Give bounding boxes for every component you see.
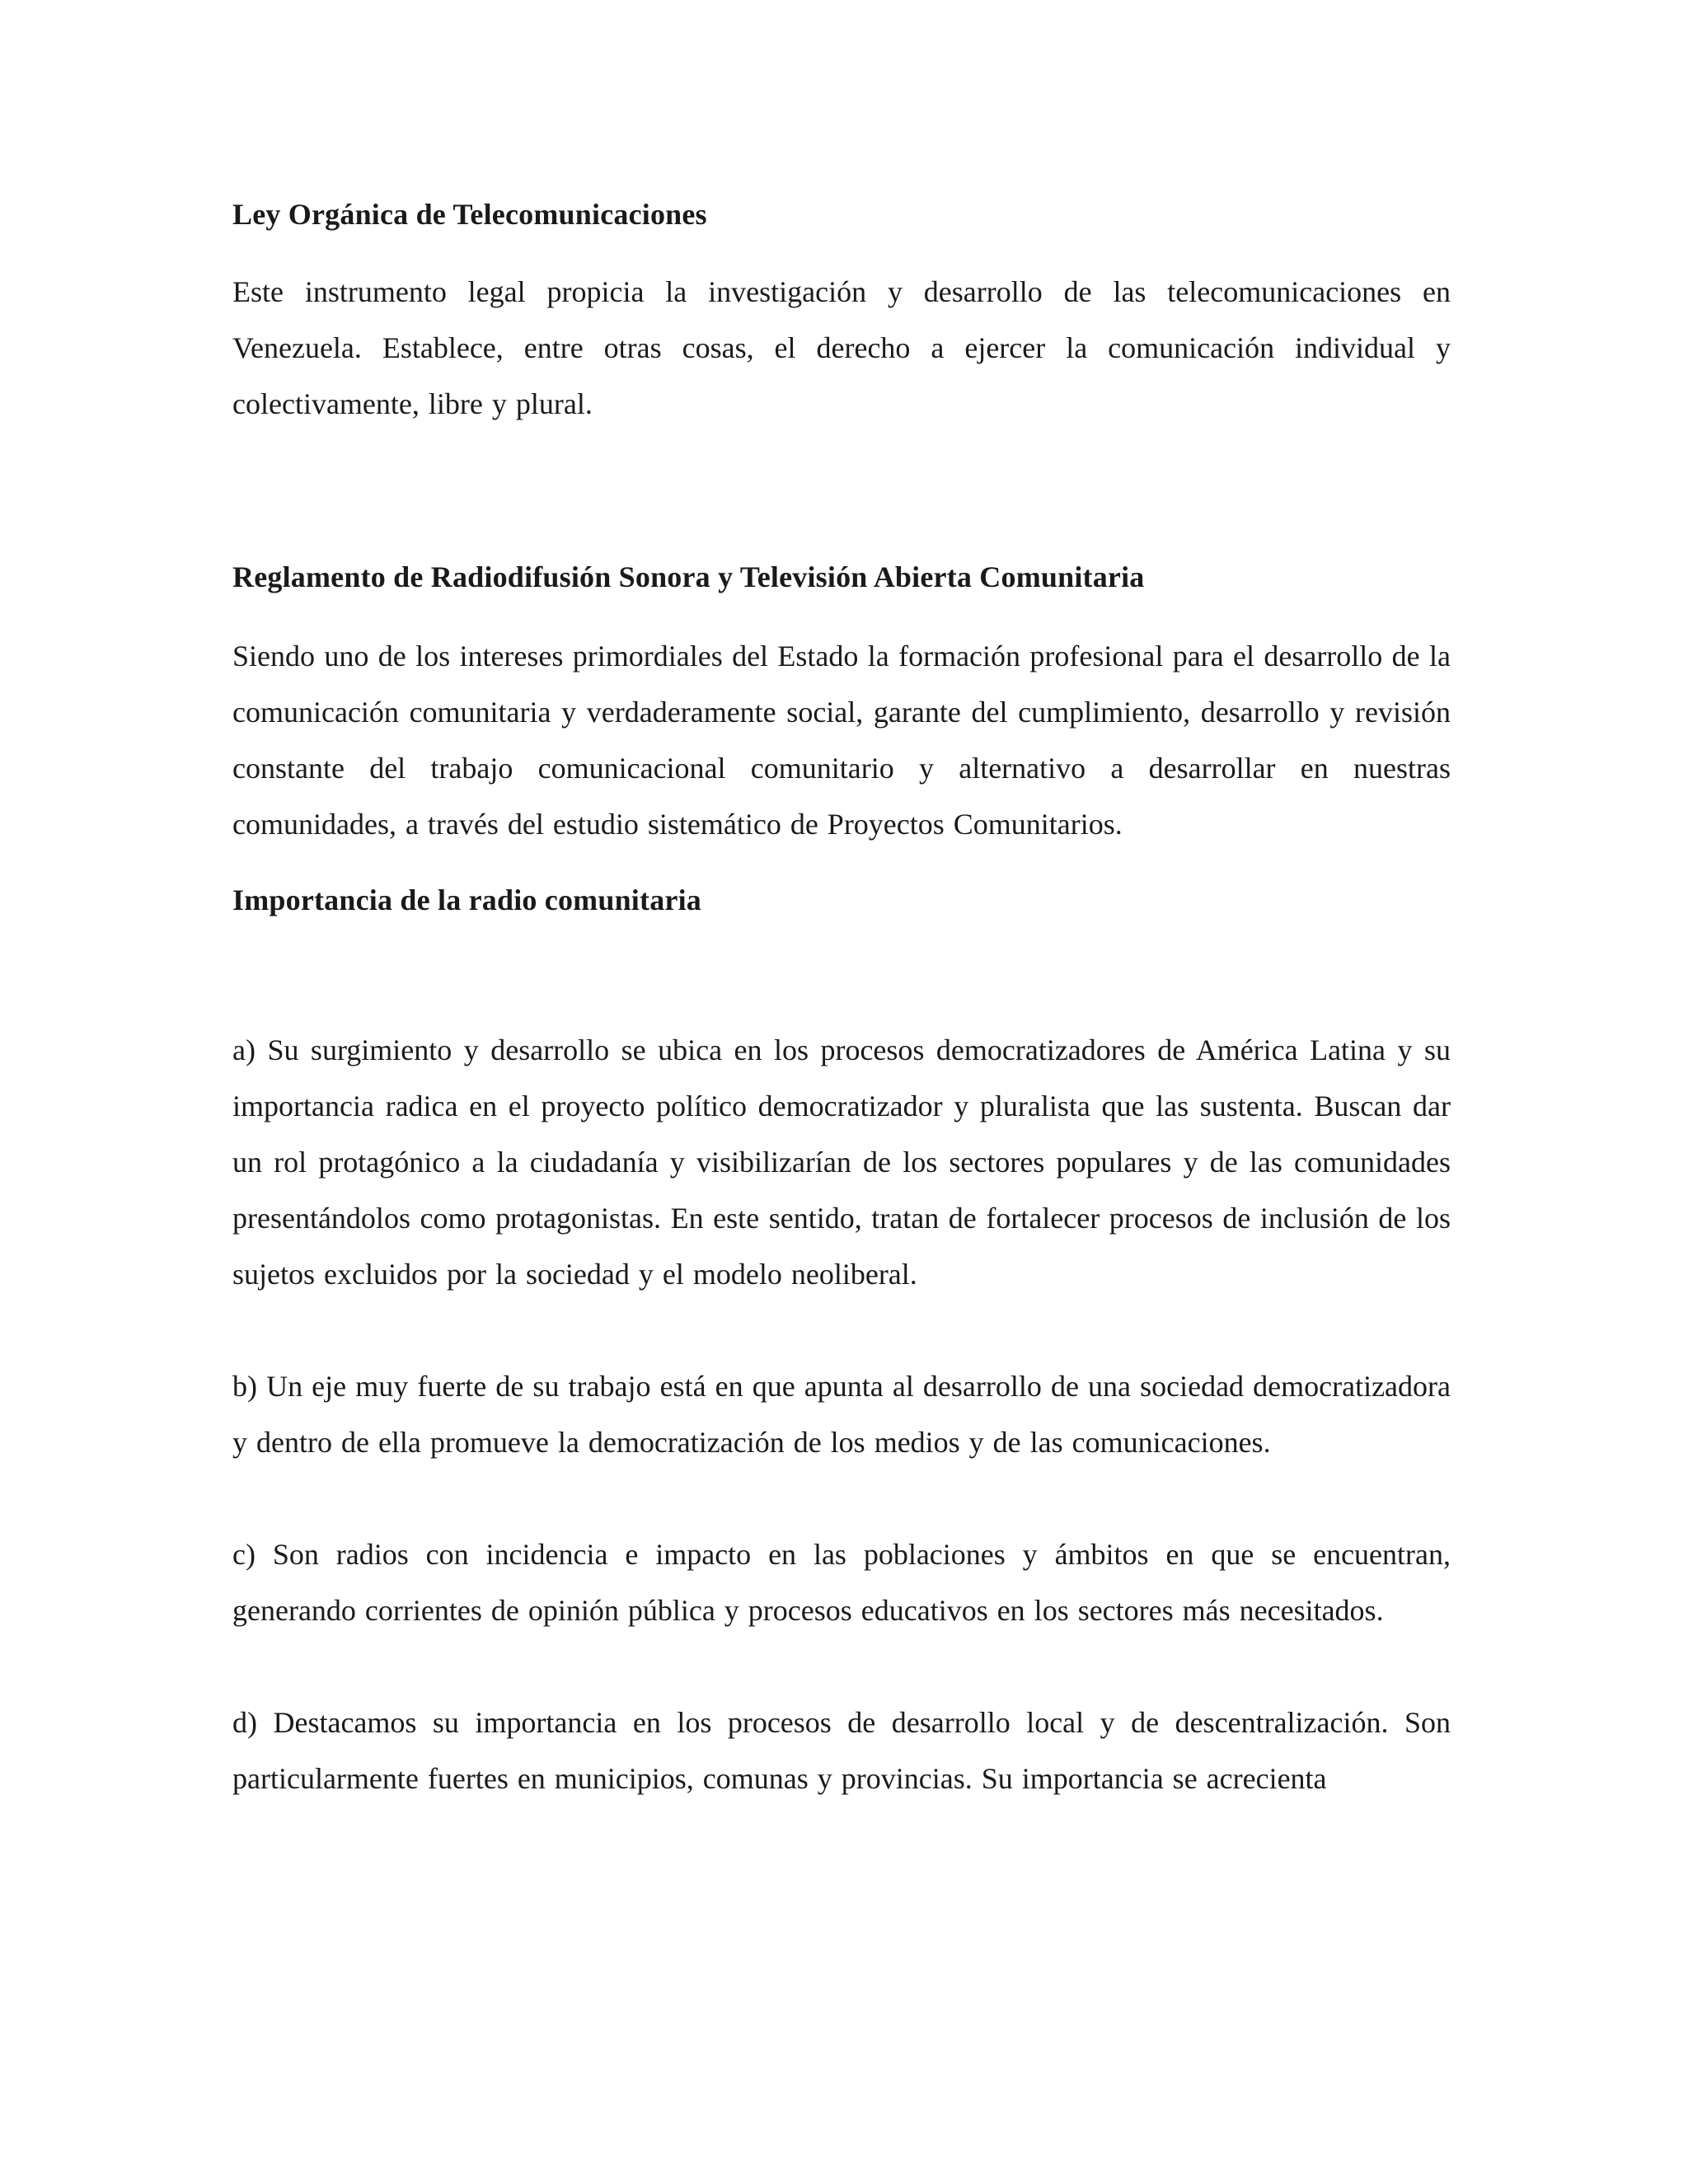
list-item-a: a) Su surgimiento y desarrollo se ubica en los procesos democratizadores de América Latina y su importancia radica en el proyecto político democratizador y pluralista que las sustenta. Buscan dar un rol protagónico a la ciudadanía y visibilizarían de los sectores populares y de las comunidades presentándolos como protagonistas. En este sentido, tratan de fortalecer procesos de inclusión de los sujetos excluidos por la sociedad y el modelo neoliberal. [232, 1033, 1451, 1291]
section-heading-importancia: Importancia de la radio comunitaria [232, 883, 701, 916]
section-heading-ley-organica: Ley Orgánica de Telecomunicaciones [232, 198, 707, 231]
list-item-c: c) Son radios con incidencia e impacto en las poblaciones y ámbitos en que se encuentran, generando corrientes de opinión pública y procesos educativos en los sectores más necesitados. [232, 1538, 1451, 1627]
section-heading-reglamento: Reglamento de Radiodifusión Sonora y Televisión Abierta Comunitaria [232, 560, 1145, 593]
document-content [232, 186, 1451, 1807]
list-item-d: d) Destacamos su importancia en los procesos de desarrollo local y de descentralización. Son particularmente fuertes en municipios, comunas y provincias. Su importancia se acrecienta [232, 1706, 1451, 1795]
paragraph-ley-organica: Este instrumento legal propicia la investigación y desarrollo de las telecomunicaciones en Venezuela. Establece, entre otras cosas, el derecho a ejercer la comunicación individual y colectivamente, libre y plural. [232, 275, 1451, 420]
list-item-b: b) Un eje muy fuerte de su trabajo está en que apunta al desarrollo de una sociedad democratizadora y dentro de ella promueve la democratización de los medios y de las comunicaciones. [232, 1370, 1451, 1459]
paragraph-reglamento: Siendo uno de los intereses primordiales del Estado la formación profesional para el desarrollo de la comunicación comunitaria y verdaderamente social, garante del cumplimiento, desarrollo y revisión constante del trabajo comunicacional comunitario y alternativo a desarrollar en nuestras comunidades, a través del estudio sistemático de Proyectos Comunitarios. [232, 640, 1451, 841]
